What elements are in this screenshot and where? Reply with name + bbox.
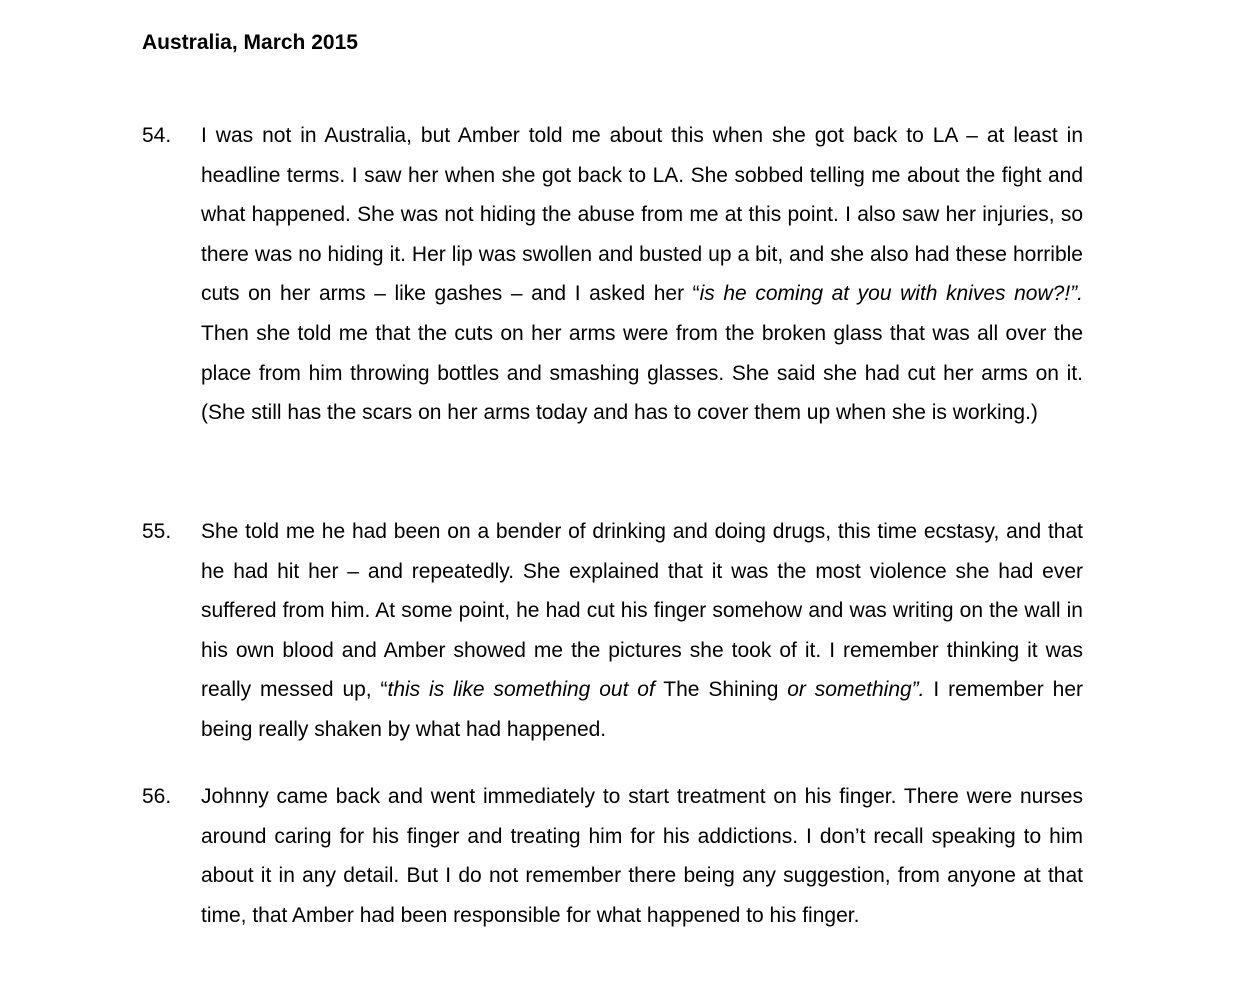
paragraph-text [201, 512, 1083, 750]
italic-quote: is he coming at you with knives now?!”. [699, 282, 1083, 306]
paragraph-54 [142, 116, 1083, 433]
paragraph-55 [142, 512, 1083, 750]
italic-quote: or something”. [787, 678, 925, 702]
section-heading: Australia, March 2015 [142, 31, 358, 54]
paragraph-text [201, 777, 1083, 935]
text-segment: Johnny came back and went immediately to start treatment on his finger. There were nurses around caring for his finger and treating him for his addictions. I don’t recall speaking to him about it in any detail. But I do not remember there being any suggestion, from anyone at that time, that Amber had been responsible for what happened to his finger. [201, 785, 1083, 927]
paragraph-56 [142, 777, 1083, 935]
paragraph-number: 54. [142, 124, 172, 147]
paragraph-text [201, 116, 1083, 433]
text-segment: I remember her being really shaken by what had happened. [201, 678, 1083, 741]
italic-quote: this is like something out of [387, 678, 655, 702]
text-segment: The Shining [654, 678, 788, 702]
text-segment: Then she told me that the cuts on her arms were from the broken glass that was all over the place from him throwing bottles and smashing glasses. She said she had cut her arms on it. (She still has the scars on her arms today and has to cover them up when she is working.) [201, 321, 1083, 425]
paragraph-number: 56. [142, 785, 172, 808]
text-segment: She told me he had been on a bender of drinking and doing drugs, this time ecstasy, and that he had hit her – and repeatedly. She explained that it was the most violence she had ever suffered from him. At some point, he had cut his finger somehow and was writing on the wall in his own blood and Amber showed me the pictures she took of it. I remember thinking it was really messed up, “ [201, 520, 1083, 702]
text-segment: I was not in Australia, but Amber told me about this when she got back to LA – at least in headline terms. I saw her when she got back to LA. She sobbed telling me about the fight and what happened. She was not hiding the abuse from me at this point. I also saw her injuries, so there was no hiding it. Her lip was swollen and busted up a bit, and she also had these horrible cuts on her arms – like gashes – and I asked her “ [201, 124, 1083, 306]
paragraph-number: 55. [142, 520, 172, 543]
